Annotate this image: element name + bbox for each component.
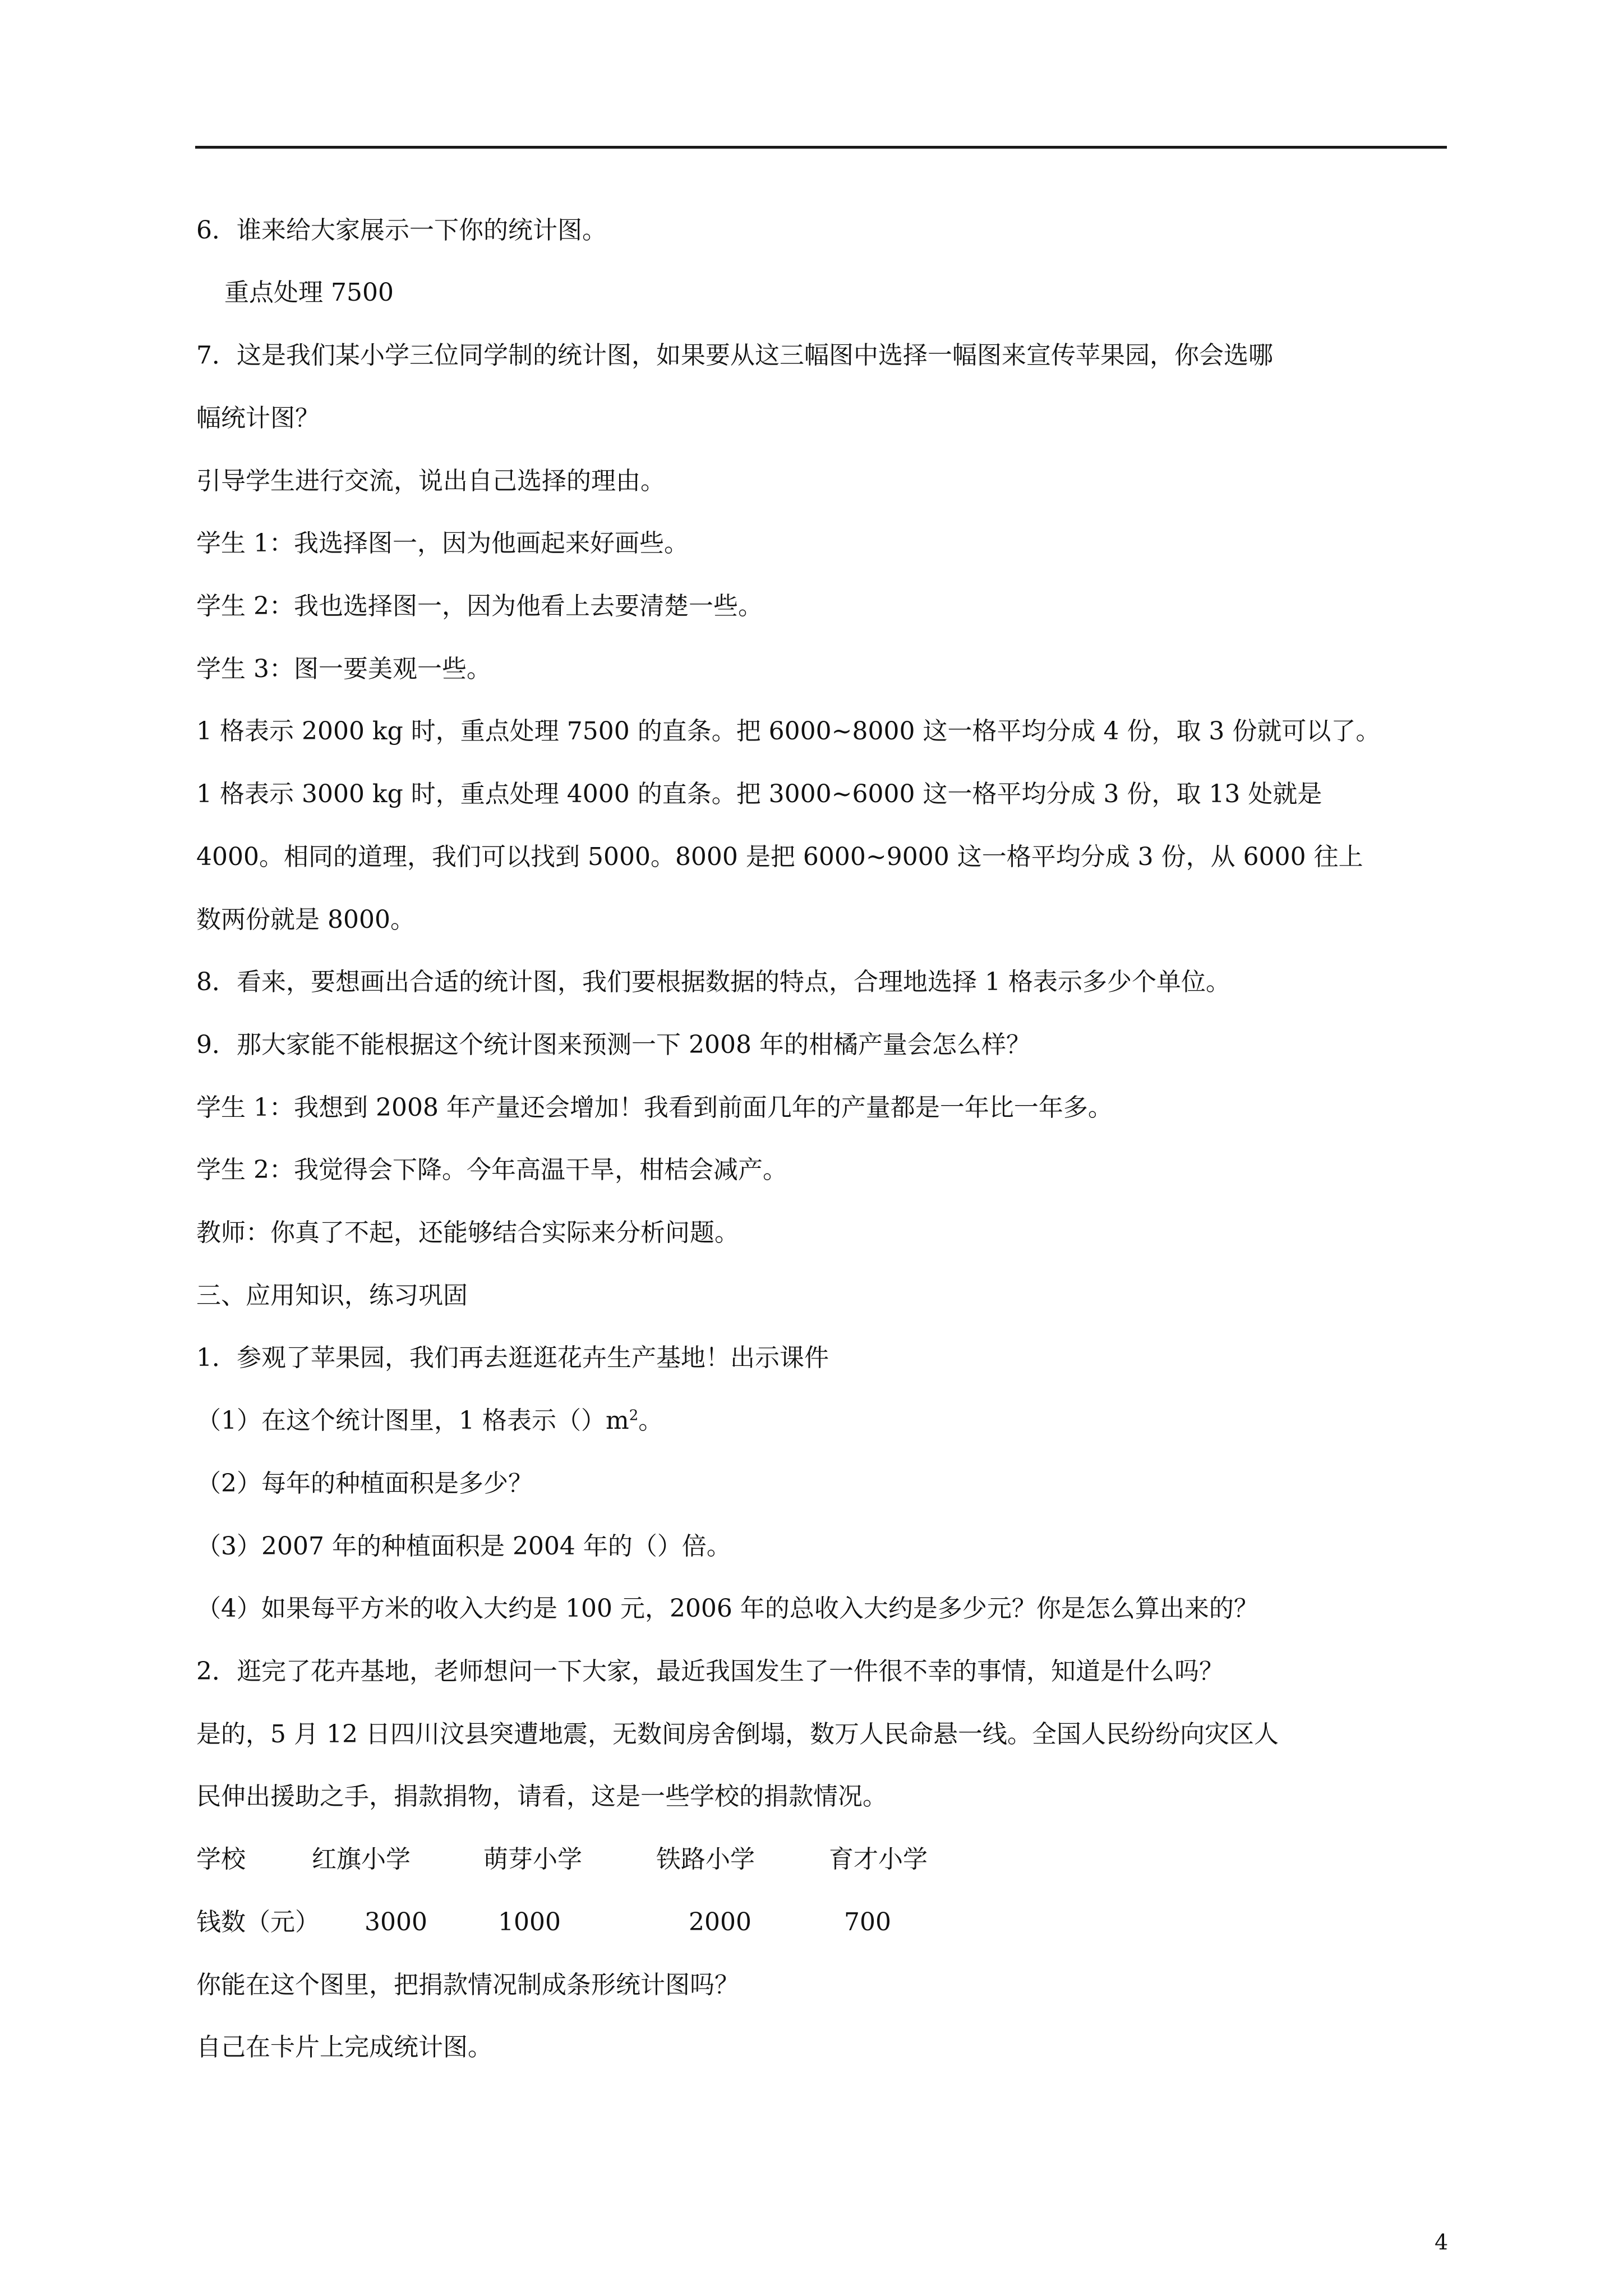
text-line: 6．谁来给大家展示一下你的统计图。	[196, 216, 607, 245]
question-2: （2）每年的种植面积是多少？	[196, 1469, 533, 1498]
text-line: 民伸出援助之手，捐款捐物，请看，这是一些学校的捐款情况。	[196, 1782, 887, 1811]
text-line: 8．看来，要想画出合适的统计图，我们要根据数据的特点，合理地选择 1 格表示多少个单位。	[196, 968, 1230, 996]
question-4: （4）如果每平方米的收入大约是 100 元，2006 年的总收入大约是多少元？你是怎么算出来的？	[196, 1594, 1258, 1623]
text-line: 数两份就是 8000。	[196, 905, 415, 934]
text-line: 7．这是我们某小学三位同学制的统计图，如果要从这三幅图中选择一幅图来宣传苹果园，你会选哪	[196, 341, 1273, 370]
school-name: 萌芽小学	[483, 1845, 582, 1874]
text-line: 幅统计图？	[196, 404, 320, 432]
superscript-2: 2	[629, 1407, 639, 1424]
section-heading: 三、应用知识，练习巩固	[196, 1281, 468, 1310]
text-line: 9．那大家能不能根据这个统计图来预测一下 2008 年的柑橘产量会怎么样？	[196, 1030, 1031, 1059]
question-1	[196, 1404, 663, 1438]
text-line: 引导学生进行交流，说出自己选择的理由。	[196, 467, 665, 495]
donation-amount: 3000	[365, 1908, 427, 1936]
text-line: 1 格表示 2000 kg 时，重点处理 7500 的直条。把 6000~8000 这一格平均分成 4 份，取 3 份就可以了。	[196, 717, 1381, 746]
text-line: 学生 1：我选择图一，因为他画起来好画些。	[196, 529, 689, 558]
text-line: 学生 3：图一要美观一些。	[196, 655, 491, 683]
text-line: 你能在这个图里，把捐款情况制成条形统计图吗？	[196, 1971, 739, 1999]
question-3: （3）2007 年的种植面积是 2004 年的（）倍。	[196, 1532, 731, 1561]
text-line: 1．参观了苹果园，我们再去逛逛花卉生产基地！出示课件	[196, 1343, 829, 1372]
school-name: 育才小学	[829, 1845, 928, 1874]
donation-amount: 2000	[689, 1908, 751, 1936]
question-text-end: 。	[638, 1406, 663, 1435]
text-line: 2．逛完了花卉基地，老师想问一下大家，最近我国发生了一件很不幸的事情，知道是什么吗？	[196, 1657, 1224, 1686]
text-line: 教师：你真了不起，还能够结合实际来分析问题。	[196, 1218, 739, 1247]
text-line: 4000。相同的道理，我们可以找到 5000。8000 是把 6000~9000 这一格平均分成 3 份，从 6000 往上	[196, 843, 1363, 871]
question-text: （1）在这个统计图里，1 格表示（）m	[196, 1406, 629, 1435]
text-line: 学生 2：我也选择图一，因为他看上去要清楚一些。	[196, 592, 763, 620]
school-name: 红旗小学	[312, 1845, 411, 1874]
text-line: 重点处理 7500	[224, 278, 394, 307]
page-number: 4	[1435, 2230, 1449, 2254]
text-line: 学生 2：我觉得会下降。今年高温干旱，柑桔会减产。	[196, 1156, 787, 1184]
table-header-label: 学校	[196, 1845, 246, 1874]
text-line: 自己在卡片上完成统计图。	[196, 2033, 492, 2062]
text-line: 是的，5 月 12 日四川汶县突遭地震，无数间房舍倒塌，数万人民命悬一线。全国人民纷纷向灾区人	[196, 1720, 1279, 1749]
school-name: 铁路小学	[656, 1845, 755, 1874]
donation-amount: 1000	[498, 1908, 561, 1936]
text-line: 1 格表示 3000 kg 时，重点处理 4000 的直条。把 3000~6000 这一格平均分成 3 份，取 13 处就是	[196, 780, 1322, 808]
table-row-label: 钱数（元）	[196, 1908, 320, 1936]
donation-amount: 700	[844, 1908, 891, 1936]
header-rule	[195, 146, 1447, 149]
text-line: 学生 1：我想到 2008 年产量还会增加！我看到前面几年的产量都是一年比一年多。	[196, 1093, 1113, 1122]
